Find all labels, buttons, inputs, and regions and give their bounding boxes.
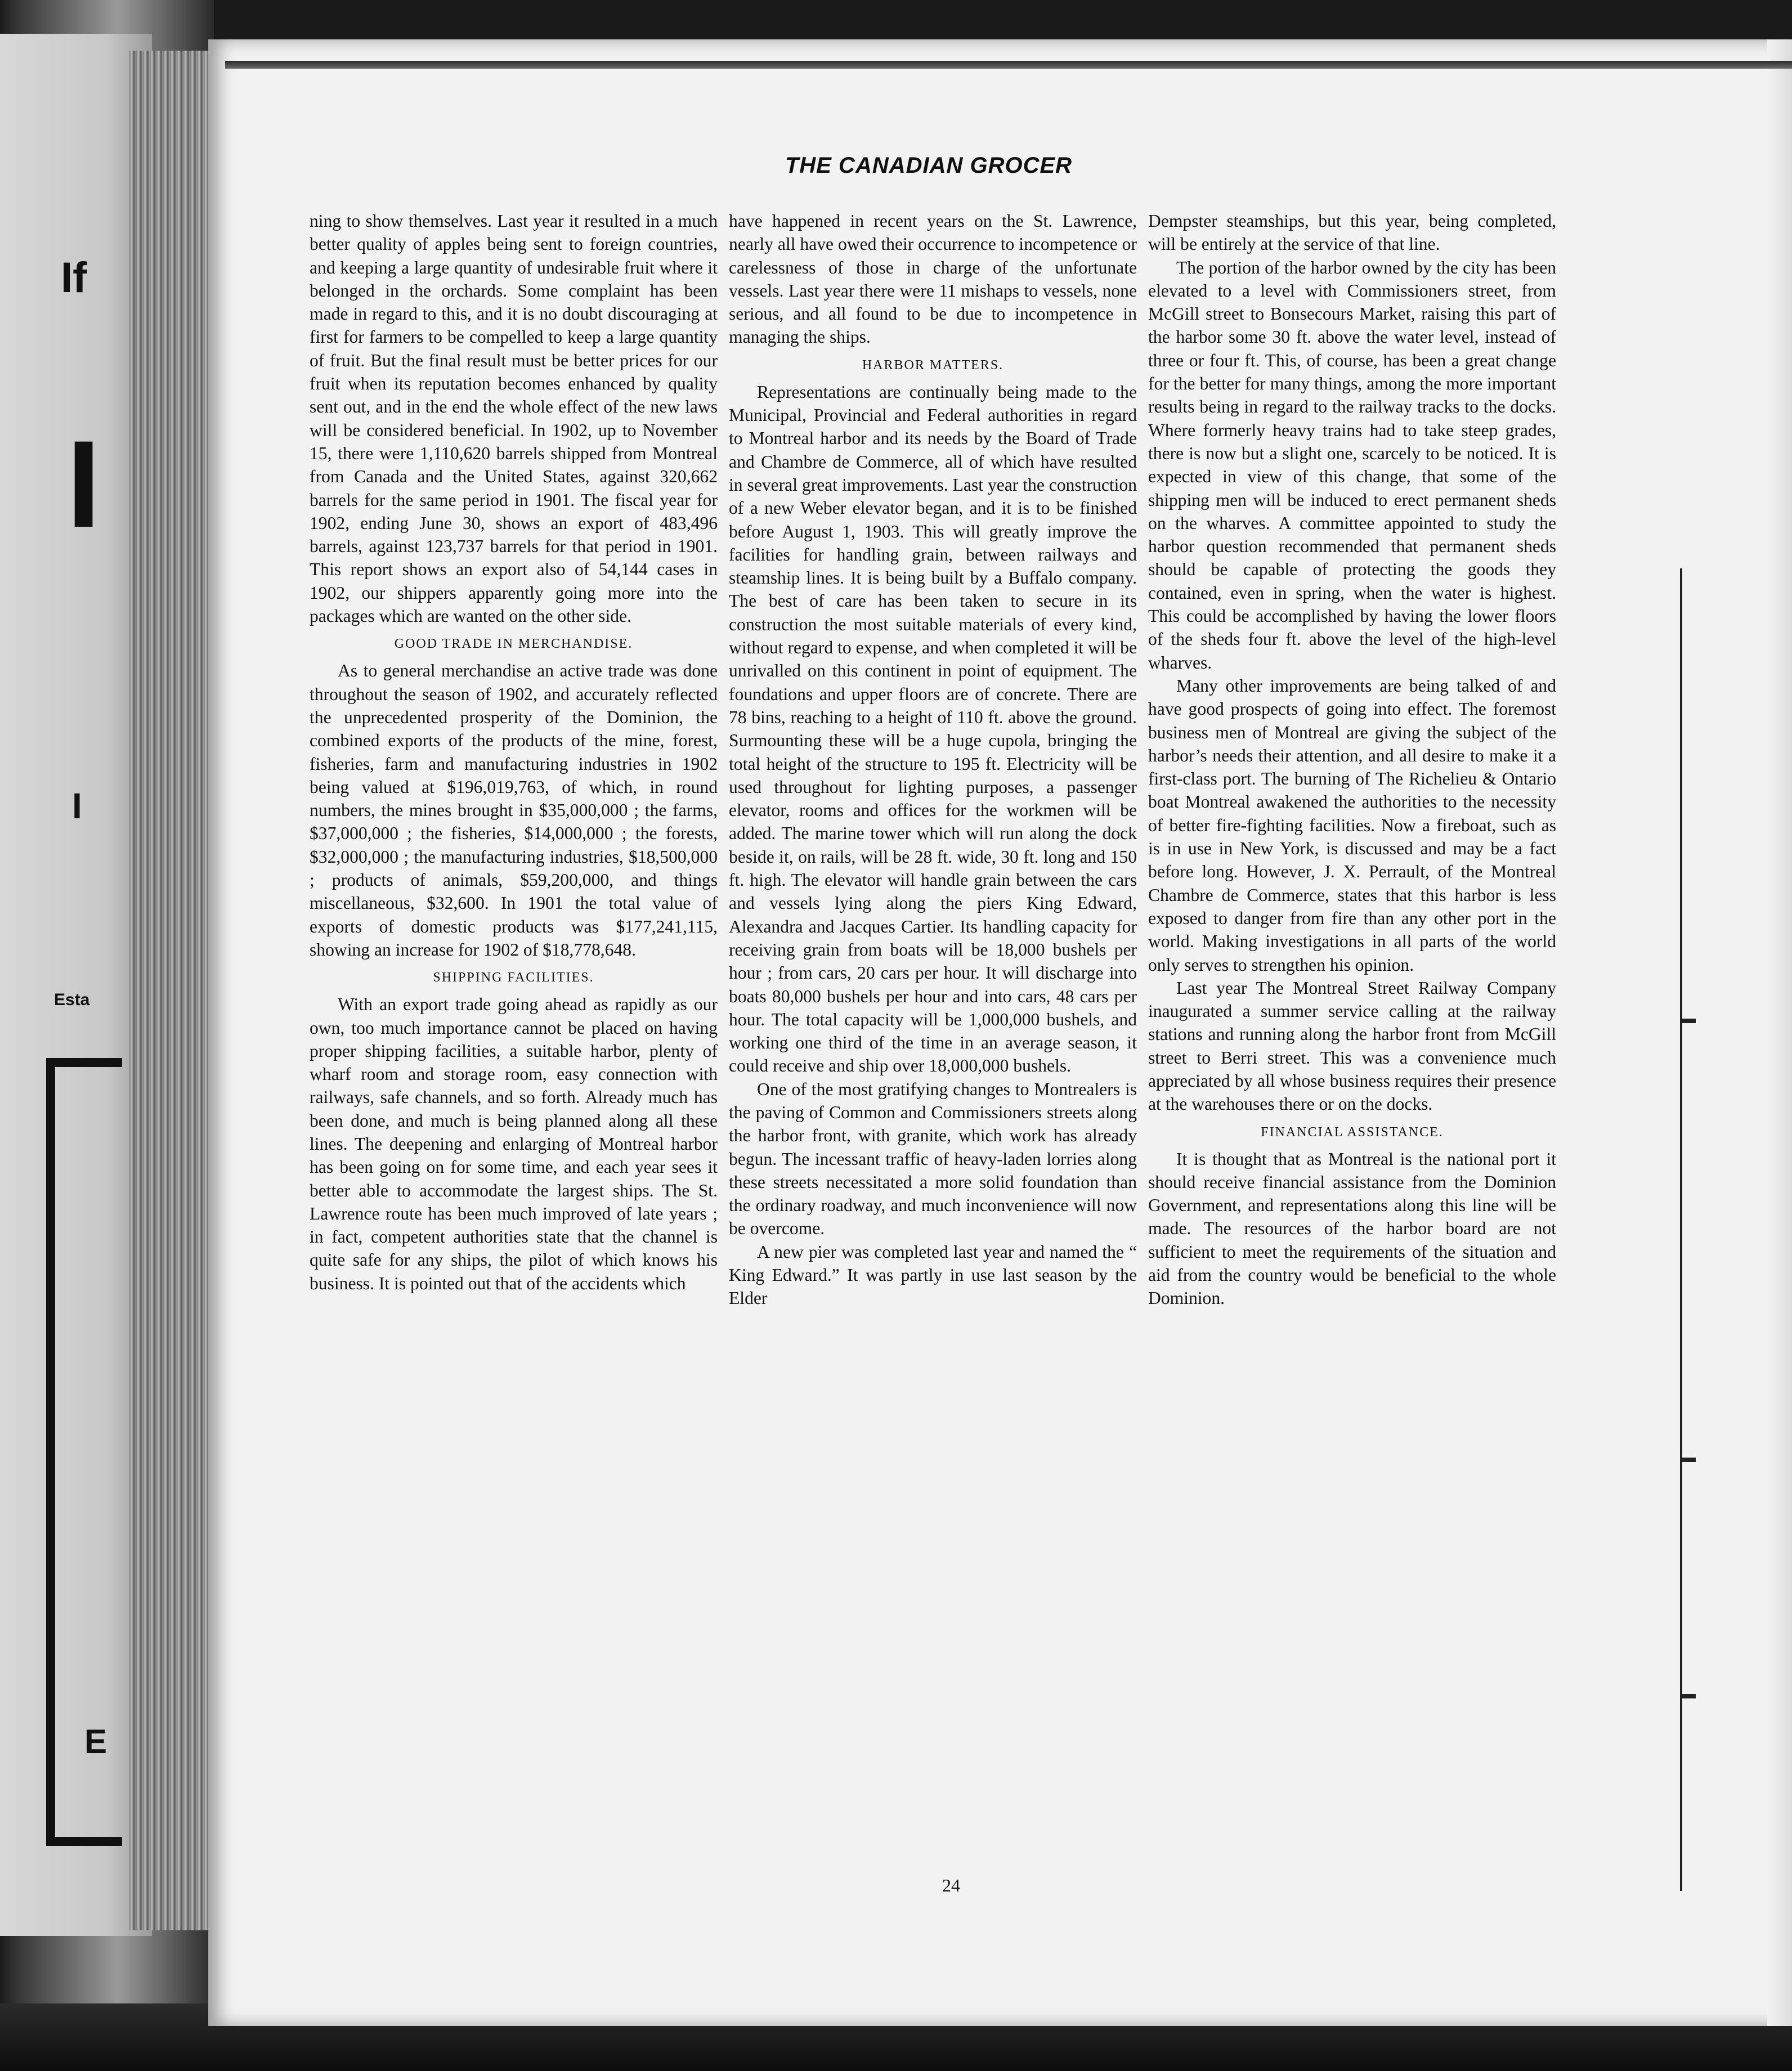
paragraph: The portion of the harbor owned by the city has been elevated to a level with Commissioners street, from McGill street to Bonsecours Market, raising this part of the harbor some 30 ft. above the water level, instead of three or four ft. This, of course, has been a great change for the better for many things, among the more important results being in regard to the railway tracks to the docks. Where formerly heavy trains had to take steep grades, there is now but a slight one, scarcely to be noticed. It is expected in view of this change, that some of the shipping men will be induced to erect permanent sheds on the wharves. A committee appointed to study the harbor question recommended that permanent sheds should be capable of protecting the goods they contained, even in spring, when the water is highest. This could be accomplished by having the lower floors of the sheds four ft. above the level of the high-level wharves. xyxy=(1148,257,1556,673)
paragraph: With an export trade going ahead as rapidly as our own, too much importance cannot be placed on having proper shipping facilities, a suitable harbor, plenty of wharf room and storage room, easy connection with railways, safe channels, and so forth. Already much has been done, and much is being planned along all these lines. The deepening and enlarging of Montreal harbor has been going on for some time, and each year sees it better able to accommodate the largest ships. The St. Lawrence route has been much improved of late years ; in fact, competent authorities state that the channel is quite safe for any ships, the pilot of which knows his business. It is pointed out that of the accidents which xyxy=(310,994,718,1293)
column-2 xyxy=(729,209,1137,1310)
paragraph: Last year The Montreal Street Railway Company inaugurated a summer service calling at the railway stations and running along the harbor front from McGill street to Berri street. This was a convenience much appreciated by all whose business requires their presence at the warehouses there or on the docks. xyxy=(1148,978,1556,1114)
margin-bookmark-ribbon xyxy=(1680,568,1697,1891)
paragraph: Many other improvements are being talked of and have good prospects of going into effect. The foremost business men of Montreal are giving the subject of the harbor’s needs their attention, and all desire to make it a first-class port. The burning of The Richelieu & Ontario boat Montreal awakened the authorities to the necessity of better fire-fighting facilities. Now a fireboat, such as is in use in New York, is discussed and may be a fact before long. However, J. X. Perrault, of the Montreal Chambre de Commerce, states that this harbor is less exposed to danger from fire than any other port in the world. Making investigations in all parts of the world only serves to strengthen his opinion. xyxy=(1148,675,1556,975)
column-1 xyxy=(310,209,718,1295)
facing-page-fragment: If xyxy=(61,254,87,302)
paragraph: Dempster steamships, but this year, being completed, will be entirely at the service of that line. xyxy=(1148,211,1556,254)
section-heading: GOOD TRADE IN MERCHANDISE. xyxy=(394,636,633,652)
paragraph: One of the most gratifying changes to Montrealers is the paving of Common and Commissioners streets along the harbor front, with granite, which work has already begun. The incessant traffic of heavy-laden lorries along these streets necessitated a more solid foundation than the ordinary roadway, and much inconvenience will now be overcome. xyxy=(729,1079,1137,1239)
bookmark-tick xyxy=(1682,1458,1696,1462)
paragraph: Representations are continually being made to the Municipal, Provincial and Federal authorities in regard to Montreal harbor and its needs by the Board of Trade and Chambre de Commerce, all of which have resulted in several great improvements. Last year the construction of a new Weber elevator began, and it is to be finished before August 1, 1903. This will greatly improve the facilities for handling grain, between railways and steamship lines. It is being built by a Buffalo company. The best of care has been taken to secure in its construction the most suitable materials of every kind, without regard to expense, and when completed it will be unrivalled on this continent in point of equipment. The foundations and upper floors are of concrete. There are 78 bins, reaching to a height of 110 ft. above the ground. Surmounting these will be a huge cupola, bringing the total height of the structure to 195 ft. Electricity will be used throughout for lighting purposes, a passenger elevator, rooms and offices for the workmen will be added. The marine tower which will run along the dock beside it, on rails, will be 28 ft. wide, 30 ft. long and 150 ft. high. The elevator will handle grain between the cars and vessels lying along the piers King Edward, Alexandra and Jacques Cartier. Its handling capacity for receiving grain from boats will be 18,000 bushels per hour ; from cars, 20 cars per hour. It will discharge into boats 80,000 bushels per hour and into cars, 48 cars per hour. The total capacity will be 1,000,000 bushels, and working one third of the time in an average season, it could receive and ship over 18,000,000 bushels. xyxy=(729,382,1137,1076)
paragraph: It is thought that as Montreal is the national port it should receive financial assistance from the Dominion Government, and representations along this line will be made. The resources of the harbor board are not sufficient to meet the requirements of the situation and aid from the country would be beneficial to the whole Dominion. xyxy=(1148,1149,1556,1308)
paragraph: ning to show themselves. Last year it resulted in a much better quality of apples being sent to foreign countries, and keeping a large quantity of undesirable fruit where it belonged in the orchards. Some complaint has been made in regard to this, and it is no doubt discouraging at first for farmers to be compelled to keep a large quantity of fruit. But the final result must be better prices for our fruit when its reputation becomes enhanced by quality sent out, and in the end the whole effect of the new laws will be considered beneficial. In 1902, up to November 15, there were 1,110,620 barrels shipped from Montreal from Canada and the United States, against 320,662 barrels for the same period in 1901. The fiscal year for 1902, ending June 30, shows an export of 483,496 barrels, against 123,737 barrels for that period in 1901. This report shows an export also of 54,144 cases in 1902, our shippers apparently going more into the packages which are wanted on the other side. xyxy=(310,211,718,626)
facing-page-fragment: E xyxy=(84,1723,107,1760)
bookmark-tick xyxy=(1682,1019,1696,1023)
page-title: THE CANADIAN GROCER xyxy=(785,153,1073,178)
top-rule xyxy=(225,61,1792,69)
section-heading: HARBOR MATTERS. xyxy=(862,357,1004,373)
section-heading: SHIPPING FACILITIES. xyxy=(433,970,594,985)
page-number: 24 xyxy=(942,1875,960,1895)
facing-page-fragment: I xyxy=(66,415,101,553)
column-3 xyxy=(1148,209,1556,1310)
paragraph: As to general merchandise an active trade was done throughout the season of 1902, and accurately reflected the unprecedented prosperity of the Dominion, the combined exports of the products of the mine, forest, fisheries, farm and manufacturing industries in 1902 being valued at $196,019,763, of which, in round numbers, the mines brought in $35,000,000 ; the farms, $37,000,000 ; the fisheries, $14,000,000 ; the forests, $32,000,000 ; the manufacturing industries, $18,500,000 ; products of animals, $59,200,000, and things miscellaneous, $32,600. In 1901 the total value of exports of domestic products was $177,241,115, showing an increase for 1902 of $18,778,648. xyxy=(310,661,718,960)
page-right-edge xyxy=(1767,39,1792,2026)
section-heading: FINANCIAL ASSISTANCE. xyxy=(1261,1124,1444,1140)
bookmark-tick xyxy=(1682,1694,1696,1698)
facing-page-fragment: Esta xyxy=(54,990,90,1009)
paragraph: A new pier was completed last year and named the “ King Edward.” It was partly in use last season by the Elder xyxy=(729,1241,1137,1308)
paragraph: have happened in recent years on the St. Lawrence, nearly all have owed their occurrence to incompetence or carelessness of those in charge of the unfortunate vessels. Last year there were 11 mishaps to vessels, none serious, and all found to be due to incompetence in managing the ships. xyxy=(729,211,1137,347)
page-edges xyxy=(129,51,214,1930)
facing-page-ad-border xyxy=(46,1058,122,1846)
facing-page-fragment: I xyxy=(72,786,82,826)
